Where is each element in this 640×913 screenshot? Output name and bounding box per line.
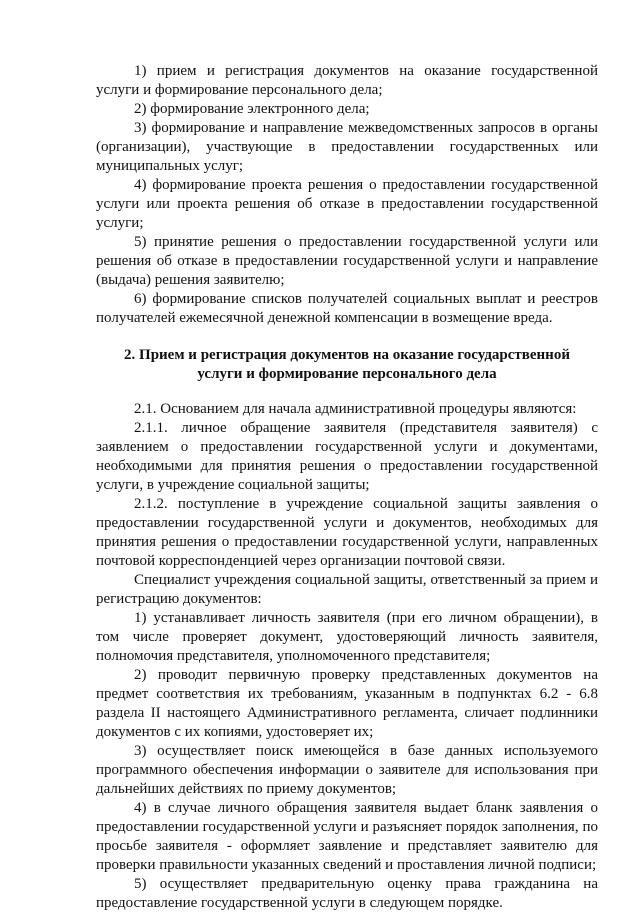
section-paragraph: 2.1.1. личное обращение заявителя (представителя заявителя) с заявлением о предоставлении государственной услуги и документами, необходимыми для принятия решения о предоставлении государственной услуги, в учреждение социальной защиты; [96, 420, 598, 493]
section-paragraph: 2.1.2. поступление в учреждение социальной защиты заявления о предоставлении государственной услуги и документов, необходимых для принятия решения о предоставлении государственной услуги, направленных почтовой корреспонденцией через организации почтовой связи. [96, 496, 598, 569]
section-paragraph: 1) устанавливает личность заявителя (при его личном обращении), в том числе проверяет документ, удостоверяющий личность заявителя, полномочия представителя, уполномоченного представителя; [96, 610, 598, 664]
list-item: 5) принятие решения о предоставлении государственной услуги или решения об отказе в предоставлении государственной услуги и направление (выдача) решения заявителю; [96, 234, 598, 288]
list-item: 6) формирование списков получателей социальных выплат и реестров получателей ежемесячной денежной компенсации в возмещение вреда. [96, 291, 598, 326]
section-heading [96, 346, 598, 384]
section-heading-line: 2. Прием и регистрация документов на оказание государственной [124, 347, 570, 363]
section-paragraph: 2.1. Основанием для начала административной процедуры являются: [134, 401, 577, 417]
section-body [96, 400, 598, 913]
section-paragraph: Специалист учреждения социальной защиты, ответственный за прием и регистрацию документов: [96, 572, 598, 607]
list-item: 2) формирование электронного дела; [134, 101, 370, 117]
section-paragraph: 2) проводит первичную проверку представленных документов на предмет соответствия их требованиям, указанным в подпунктах 6.2 - 6.8 раздела II настоящего Административного регламента, сличает подлинники документов с их копиями, удостоверяет их; [96, 667, 598, 740]
section-paragraph: 5) осуществляет предварительную оценку права гражданина на предоставление государственной услуги в следующем порядке. [96, 876, 598, 911]
procedure-list [96, 62, 598, 328]
list-item: 3) формирование и направление межведомственных запросов в органы (организации), участвующие в предоставлении государственных или муниципальных услуг; [96, 120, 598, 174]
section-paragraph: 3) осуществляет поиск имеющейся в базе данных используемого программного обеспечения информации о заявителе для использования при дальнейших действиях по приему документов; [96, 743, 598, 797]
list-item: 1) прием и регистрация документов на оказание государственной услуги и формирование персонального дела; [96, 63, 598, 98]
section-heading-line: услуги и формирование персонального дела [197, 366, 497, 382]
document-content [96, 62, 598, 913]
list-item: 4) формирование проекта решения о предоставлении государственной услуги или проекта решения об отказе в предоставлении государственной услуги; [96, 177, 598, 231]
section-paragraph: 4) в случае личного обращения заявителя выдает бланк заявления о предоставлении государственной услуги и разъясняет порядок заполнения, по просьбе заявителя - оформляет заявление и представляет заявителю для проверки правильности указанных сведений и проставления личной подписи; [96, 800, 598, 873]
